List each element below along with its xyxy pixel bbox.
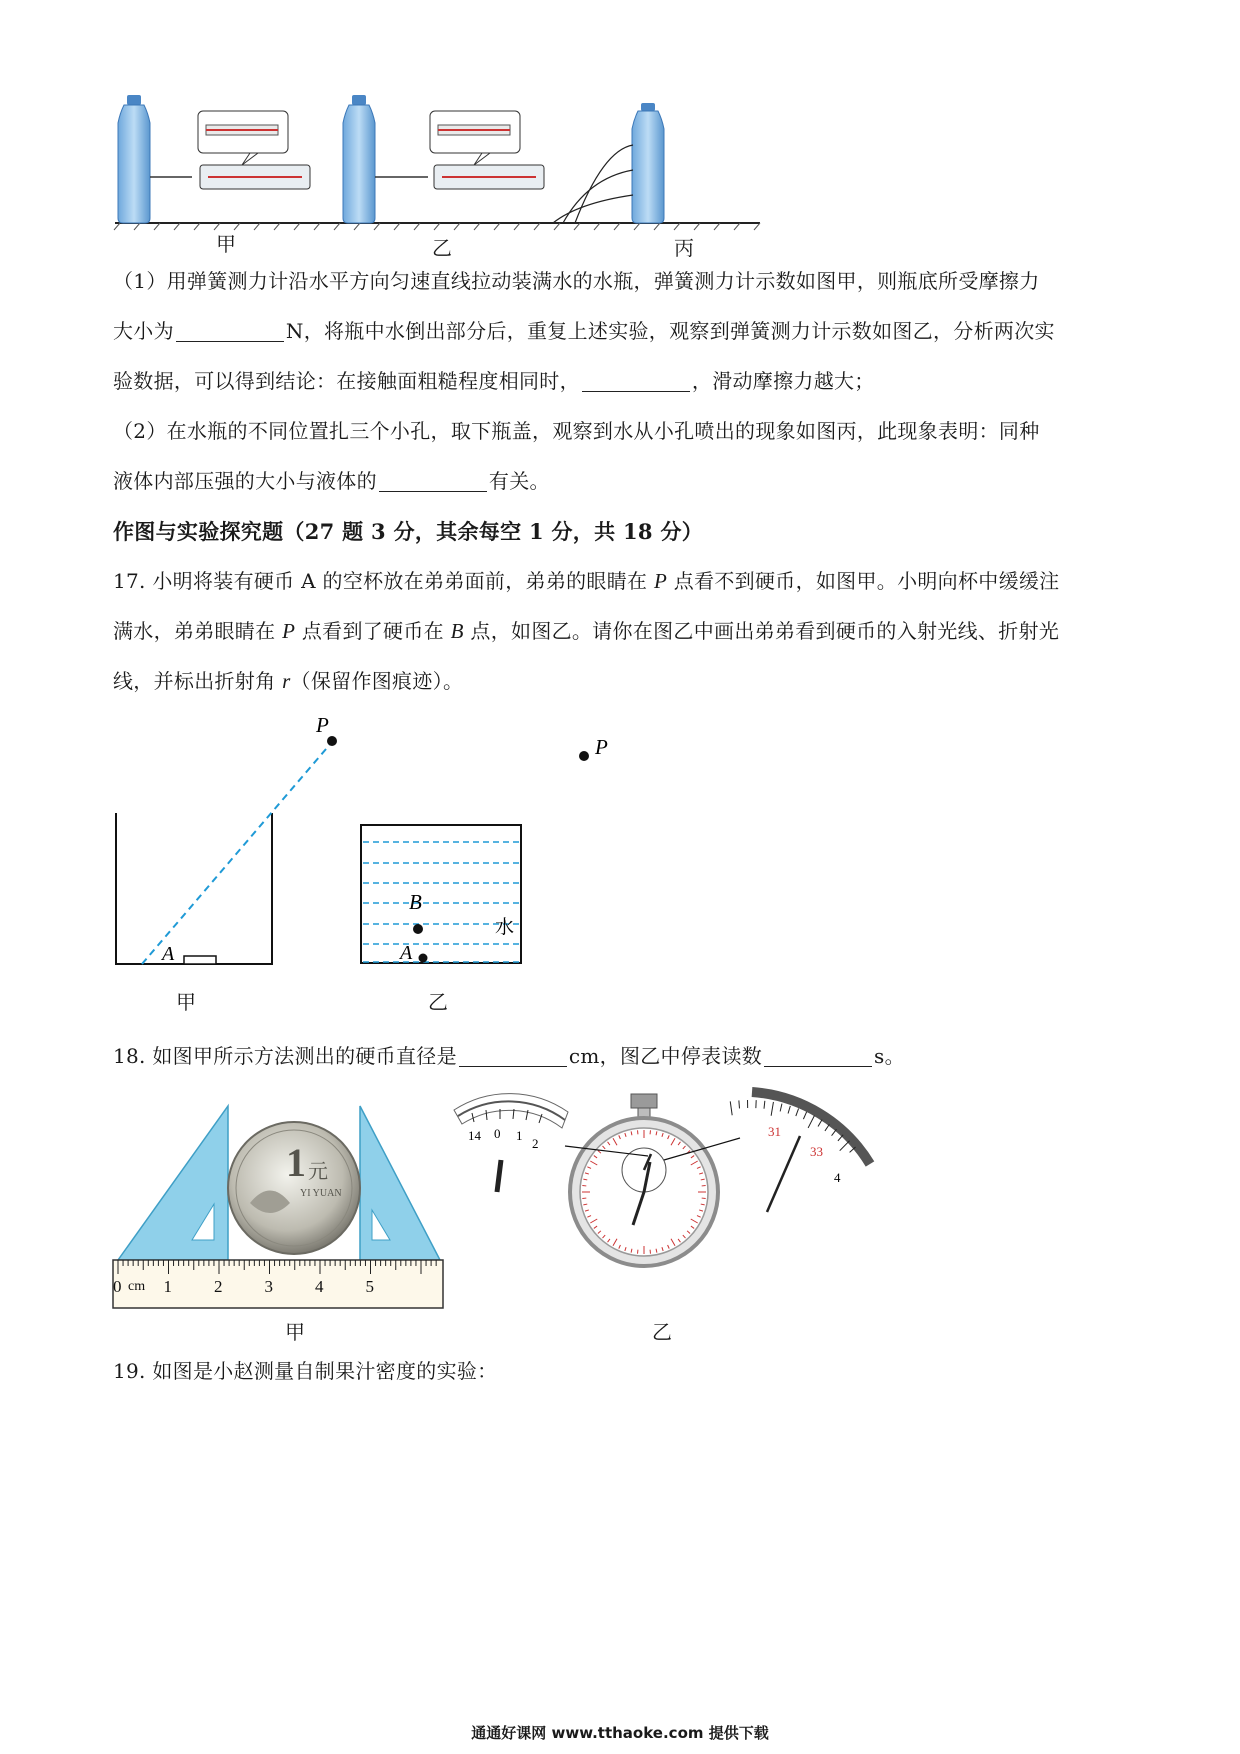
q17-text: 点，如图乙。请你在图乙中画出弟弟看到硬币的入射光线、折射光 xyxy=(463,619,1060,643)
ruler-tick-label: 1 xyxy=(163,1277,172,1296)
stopwatch-figure xyxy=(450,1080,880,1310)
ruler xyxy=(113,1260,443,1308)
q16-text: 大小为 xyxy=(113,319,174,343)
svg-text:元: 元 xyxy=(308,1161,328,1183)
q17-text: 点看到了硬币在 xyxy=(295,619,451,643)
svg-text:14: 14 xyxy=(468,1128,481,1143)
friction-figure xyxy=(110,95,770,255)
q17-text: （保留作图痕迹）。 xyxy=(290,669,464,693)
answer-blank-depth[interactable] xyxy=(379,469,487,492)
label-a: A xyxy=(400,942,413,964)
q18-text: 18. 如图甲所示方法测出的硬币直径是 xyxy=(113,1044,457,1068)
ruler-unit-label: cm xyxy=(128,1279,146,1294)
answer-blank-friction[interactable] xyxy=(176,319,284,342)
ruler-coin-figure xyxy=(110,1098,455,1313)
q17-point-b: B xyxy=(450,619,464,643)
svg-text:33: 33 xyxy=(810,1144,823,1159)
q16-p2-line1: （2）在水瓶的不同位置扎三个小孔，取下瓶盖，观察到水从小孔喷出的现象如图丙，此现象表明：同种 xyxy=(113,419,1040,443)
answer-blank-diameter[interactable] xyxy=(459,1044,567,1067)
caption-jia: 甲 xyxy=(216,232,236,256)
water-bottle-jia xyxy=(118,95,150,223)
svg-text:1: 1 xyxy=(286,1140,306,1185)
second-hand-zoom xyxy=(767,1136,800,1212)
q19-line: 19. 如图是小赵测量自制果汁密度的实验： xyxy=(113,1359,498,1383)
q16-p2-line2 xyxy=(113,466,550,496)
q16-text: 验数据，可以得到结论：在接触面粗糙程度相同时， xyxy=(113,369,580,393)
caption-18-jia: 甲 xyxy=(285,1320,305,1344)
q16-text: N，将瓶中水倒出部分后，重复上述实验，观察到弹簧测力计示数如图乙，分析两次实 xyxy=(285,319,1055,343)
label-water: 水 xyxy=(495,917,515,938)
answer-blank-conclusion[interactable] xyxy=(582,369,690,392)
svg-text:4: 4 xyxy=(834,1170,841,1185)
svg-text:31: 31 xyxy=(768,1124,781,1139)
q17-text: 17. 小明将装有硬币 A 的空杯放在弟弟面前，弟弟的眼睛在 xyxy=(113,569,654,593)
footer-text: 通通好课网 www.tthaoke.com 提供下载 xyxy=(471,1724,769,1742)
cup-figure-yi xyxy=(355,720,625,980)
q16-p1-line3 xyxy=(113,366,875,396)
water-bottle-bing xyxy=(632,103,664,223)
label-p: P xyxy=(316,713,329,737)
q16-text: 液体内部压强的大小与液体的 xyxy=(113,469,377,493)
spring-scale-yi xyxy=(430,111,544,189)
point-p-dot xyxy=(327,736,337,746)
q17-line2 xyxy=(113,616,1059,646)
cup-figure-jia xyxy=(110,710,360,980)
point-p-dot xyxy=(579,751,589,761)
answer-blank-stopwatch[interactable] xyxy=(764,1044,872,1067)
point-a-dot xyxy=(419,954,428,963)
ruler-tick-label: 3 xyxy=(264,1277,273,1296)
caption-yi: 乙 xyxy=(432,236,452,260)
q17-angle-r: r xyxy=(282,669,291,693)
coin xyxy=(228,1122,360,1254)
water-jets xyxy=(553,145,633,223)
q16-p1-line1: （1）用弹簧测力计沿水平方向匀速直线拉动装满水的水瓶，弹簧测力计示数如图甲，则瓶底所受摩擦力 xyxy=(113,269,1040,293)
ruler-tick-label: 4 xyxy=(315,1277,324,1296)
svg-text:2: 2 xyxy=(532,1136,539,1151)
water-lines xyxy=(363,842,519,962)
ruler-tick-label: 2 xyxy=(214,1277,223,1296)
caption-17-jia: 甲 xyxy=(176,990,196,1014)
q16-text: ，滑动摩擦力越大； xyxy=(691,369,875,393)
q16-p1-line2 xyxy=(113,316,1055,346)
q17-point-p: P xyxy=(282,619,296,643)
label-b: B xyxy=(409,890,422,914)
minute-hand-zoom xyxy=(497,1160,501,1192)
q17-point-p: P xyxy=(653,569,668,593)
ruler-tick-label: 0 xyxy=(113,1277,122,1296)
ruler-tick-label: 5 xyxy=(365,1277,374,1296)
q17-line1 xyxy=(113,566,1059,596)
q16-text: 有关。 xyxy=(488,469,550,493)
svg-text:0: 0 xyxy=(494,1126,501,1141)
caption-18-yi: 乙 xyxy=(652,1320,672,1344)
q17-text: 点看不到硬币，如图甲。小明向杯中缓缓注 xyxy=(667,569,1060,593)
caption-bing: 丙 xyxy=(674,236,694,260)
section-heading: 作图与实验探究题（27 题 3 分，其余每空 1 分，共 18 分） xyxy=(113,519,704,544)
q18-text: s。 xyxy=(874,1044,905,1068)
caption-17-yi: 乙 xyxy=(428,990,448,1014)
svg-text:YI YUAN: YI YUAN xyxy=(300,1188,342,1199)
q17-text: 满水，弟弟眼睛在 xyxy=(113,619,283,643)
point-b-dot xyxy=(413,924,423,934)
label-a: A xyxy=(162,943,175,965)
q18-text: cm，图乙中停表读数 xyxy=(568,1044,763,1068)
water-bottle-yi xyxy=(343,95,375,223)
q17-line3 xyxy=(113,666,463,696)
svg-text:1: 1 xyxy=(516,1128,523,1143)
label-p: P xyxy=(595,735,608,759)
q18-line xyxy=(113,1041,905,1071)
q17-text: 线，并标出折射角 xyxy=(113,669,283,693)
spring-scale-jia xyxy=(198,111,310,189)
